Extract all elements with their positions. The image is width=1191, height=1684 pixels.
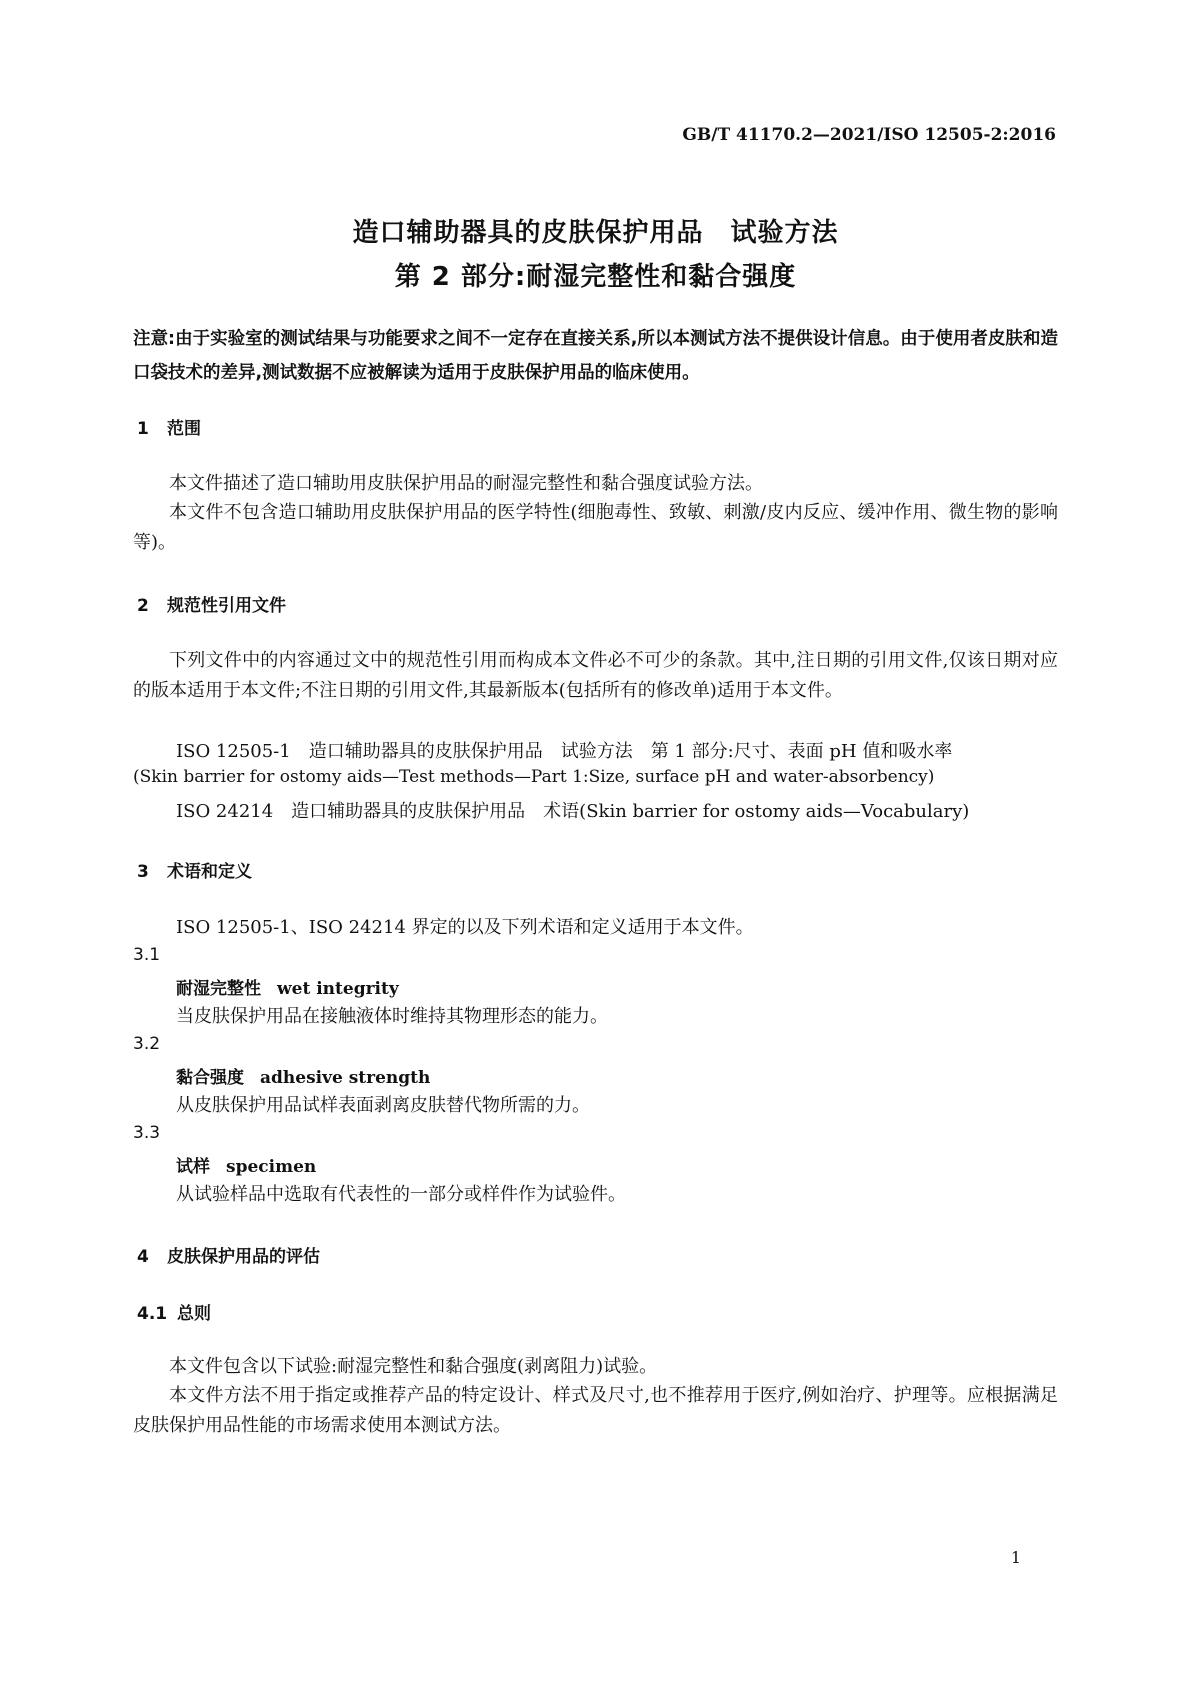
section-number: 4 (137, 1247, 149, 1267)
terms-intro: ISO 12505-1、ISO 24214 界定的以及下列术语和定义适用于本文件。 (176, 917, 754, 938)
section-title: 皮肤保护用品的评估 (167, 1247, 320, 1267)
term-number: 3.2 (133, 1034, 161, 1054)
section-title: 范围 (167, 419, 201, 439)
term-definition: 从试验样品中选取有代表性的一部分或样件作为试验件。 (176, 1184, 626, 1205)
section-number: 1 (137, 419, 149, 439)
section-heading-4 (137, 1242, 320, 1267)
term-title (176, 1152, 316, 1177)
paragraph: 本文件包含以下试验:耐湿完整性和黏合强度(剥离阻力)试验。 (169, 1356, 658, 1377)
paragraph: 本文件方法不用于指定或推荐产品的特定设计、样式及尺寸,也不推荐用于医疗,例如治疗、护理等。应根据满足皮肤保护用品性能的市场需求使用本测试方法。 (133, 1385, 1058, 1436)
term-zh: 试样 (176, 1157, 210, 1177)
section-heading-1 (137, 414, 201, 439)
document-title-line1: 造口辅助器具的皮肤保护用品 试验方法 (352, 218, 839, 248)
paragraph: 本文件描述了造口辅助用皮肤保护用品的耐湿完整性和黏合强度试验方法。 (169, 473, 763, 494)
section-heading-2 (137, 591, 286, 616)
note-paragraph: 注意:由于实验室的测试结果与功能要求之间不一定存在直接关系,所以本测试方法不提供设计信息。由于使用者皮肤和造口袋技术的差异,测试数据不应被解读为适用于皮肤保护用品的临床使用。 (133, 329, 1058, 383)
section-heading-3 (137, 857, 252, 882)
subsection-title: 总则 (177, 1304, 211, 1324)
term-zh: 耐湿完整性 (176, 979, 261, 999)
page-number: 1 (1010, 1548, 1021, 1567)
subsection-heading-4-1 (137, 1299, 211, 1324)
term-en: adhesive strength (260, 1068, 431, 1088)
section-title: 术语和定义 (167, 862, 252, 882)
section-title: 规范性引用文件 (167, 596, 286, 616)
reference-iso-12505-1-english: (Skin barrier for ostomy aids—Test methods—Part 1:Size, surface pH and water-absorbency) (133, 767, 935, 787)
term-en: wet integrity (277, 979, 399, 999)
term-title (176, 974, 399, 999)
term-number: 3.3 (133, 1123, 161, 1143)
term-number: 3.1 (133, 945, 161, 965)
term-en: specimen (226, 1157, 317, 1177)
term-zh: 黏合强度 (176, 1068, 244, 1088)
section-number: 3 (137, 862, 149, 882)
term-title (176, 1063, 430, 1088)
paragraph: 本文件不包含造口辅助用皮肤保护用品的医学特性(细胞毒性、致敏、刺激/皮内反应、缓冲作用、微生物的影响等)。 (133, 502, 1058, 553)
standard-number: GB/T 41170.2—2021/ISO 12505-2:2016 (682, 125, 1056, 145)
subsection-number: 4.1 (137, 1304, 168, 1324)
reference-iso-24214: ISO 24214 造口辅助器具的皮肤保护用品 术语(Skin barrier for ostomy aids—Vocabulary) (176, 801, 970, 822)
document-title-line2: 第 2 部分:耐湿完整性和黏合强度 (394, 262, 797, 292)
section-number: 2 (137, 596, 149, 616)
term-definition: 当皮肤保护用品在接触液体时维持其物理形态的能力。 (176, 1006, 608, 1027)
paragraph: 下列文件中的内容通过文中的规范性引用而构成本文件必不可少的条款。其中,注日期的引用文件,仅该日期对应的版本适用于本文件;不注日期的引用文件,其最新版本(包括所有的修改单)适用于本文件。 (133, 650, 1058, 701)
reference-iso-12505-1: ISO 12505-1 造口辅助器具的皮肤保护用品 试验方法 第 1 部分:尺寸、表面 pH 值和吸水率 (176, 741, 953, 762)
term-definition: 从皮肤保护用品试样表面剥离皮肤替代物所需的力。 (176, 1095, 590, 1116)
